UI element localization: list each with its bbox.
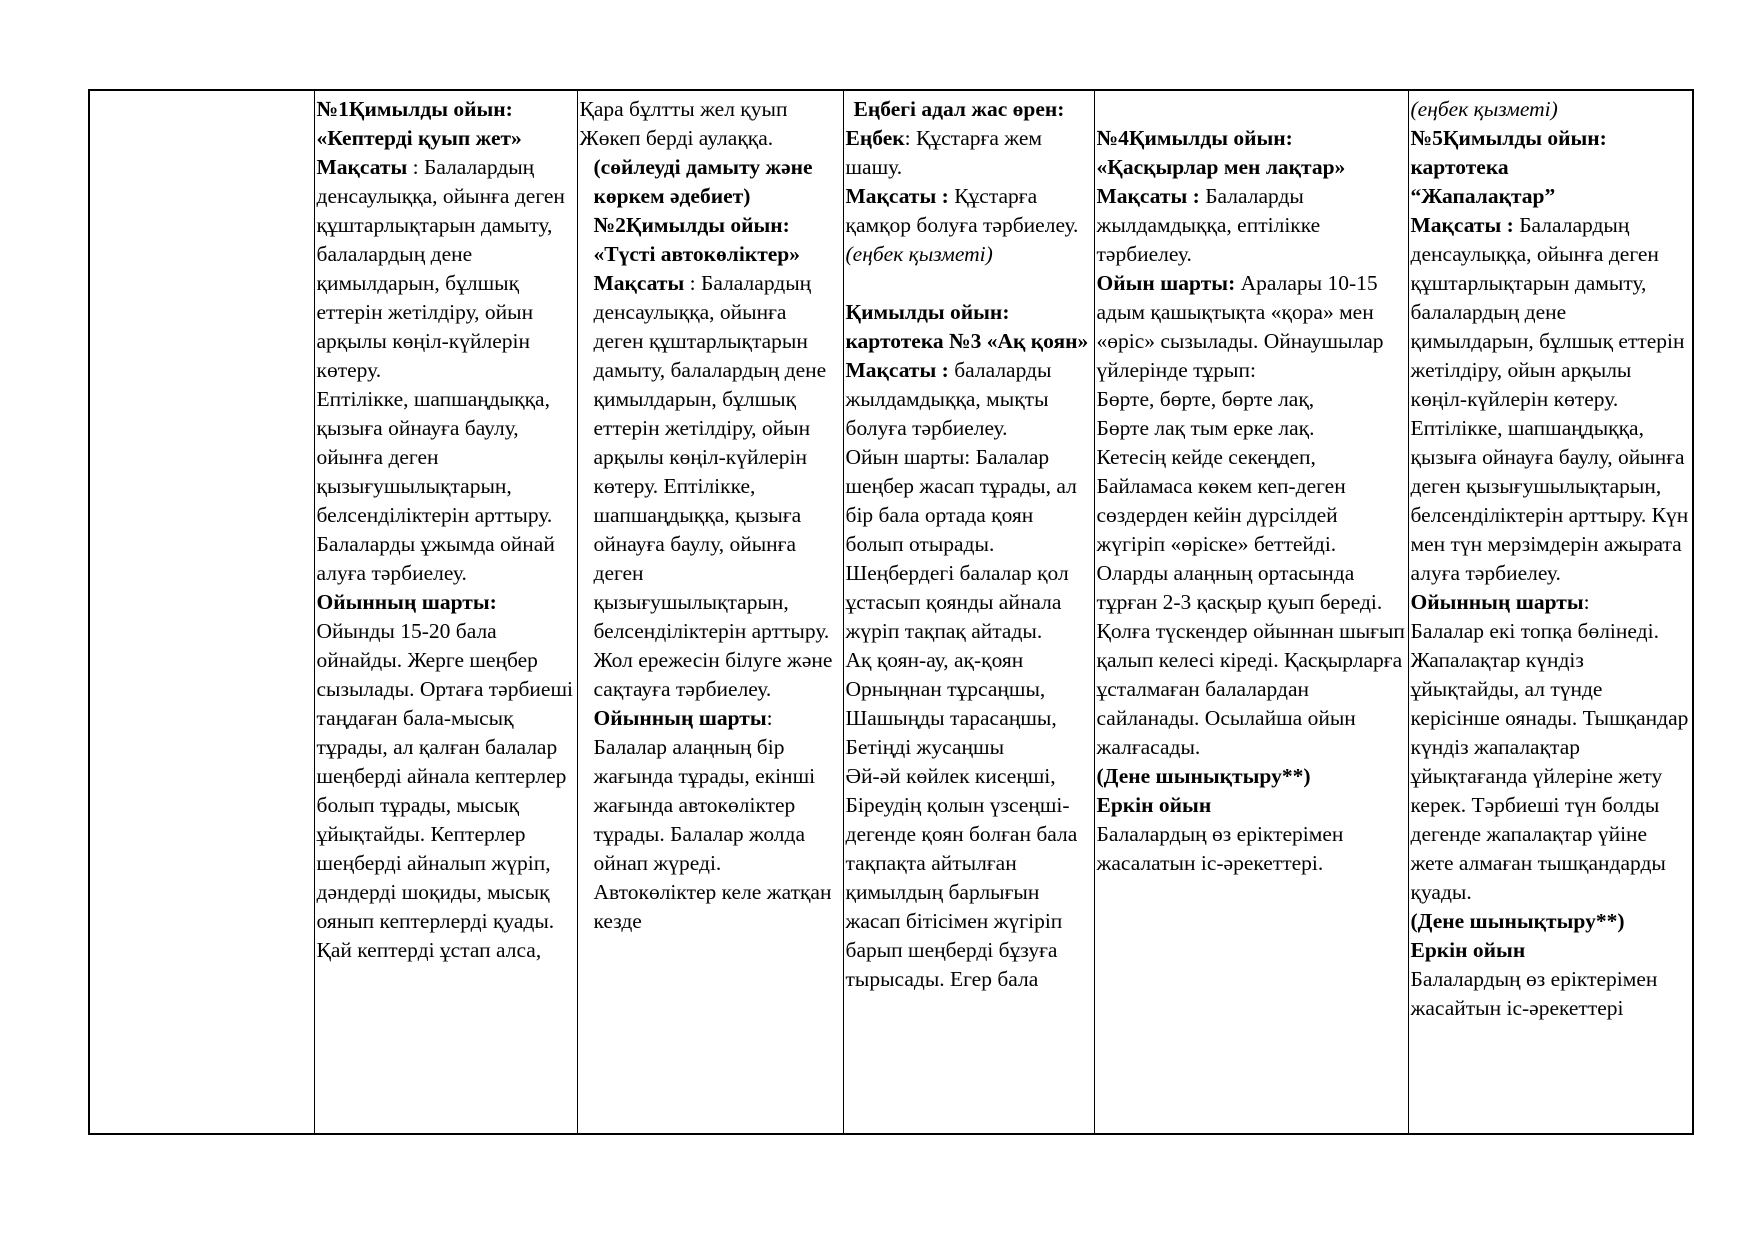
poem-line: Жөкеп берді аулаққа.: [579, 126, 774, 150]
label-cell: [89, 90, 314, 1134]
goal-label: Мақсаты: [593, 271, 685, 295]
rules-label: Ойынның шарты: [1410, 590, 1584, 614]
game-5-name: “Жапалақтар”: [1410, 184, 1556, 208]
work-label: Еңбек: [845, 126, 905, 150]
game-1-name: «Кептерді қуып жет»: [316, 126, 522, 150]
rules-text: Ойын шарты: Балалар шеңбер жасап тұрады, ал бір бала ортада қоян болып отырады. Шеңбердегі балалар қол ұстасып қоянды айнала жүріп тақпақ айтады.: [845, 445, 1077, 643]
rules-label: Ойынның шарты: [593, 706, 767, 730]
daily-plan-table: [88, 89, 1694, 1135]
goal-text: Балалардың денсаулыққа, ойынға деген құштарлықтарын дамыту, балалардың дене қимылдарын, бұлшық еттерін жетілдіру, ойын арқылы көңіл-күйлерін көтеру. Ептілікке, шапшаңдыққа, қызыға ойнауға баулу, ойынға деген қызығушылықтарын, белсенділіктерін арттыру. Күн мен түн мерзімдерін ажырата алуға тәрбиелеу.: [1410, 213, 1689, 585]
work-note: (еңбек қызметі): [1410, 97, 1558, 121]
game-3-title: Қимылды ойын: картотека №3 «Ақ қоян»: [845, 300, 1089, 353]
cell-game-2: [577, 90, 843, 1134]
goal-label: Мақсаты :: [845, 184, 949, 208]
poem-line: Қара бұлтты жел қуып: [579, 97, 788, 121]
goal-text: балаларды жылдамдыққа, мықты болуға тәрбиелеу.: [845, 358, 1052, 440]
subject-note: (Дене шынықтыру**): [1410, 909, 1625, 933]
rules-text: Балалар екі топқа бөлінеді. Жапалақтар күндіз ұйықтайды, ал түнде керісінше оянады. Тышқандар күндіз жапалақтар ұйықтағанда үйлеріне жету керек. Тәрбиеші түн болды дегенде жапалақтар үйіне жете алмаған тышқандарды қуады.: [1410, 619, 1689, 904]
cell-game-5: [1408, 90, 1693, 1134]
free-play-text: Балалардың өз еріктерімен жасалатын іс-әрекеттері.: [1096, 822, 1344, 875]
poem-line: Бетіңді жусаңшы: [845, 735, 1005, 759]
spacer: [1097, 95, 1406, 124]
poem-line: Кетесің кейде секеңдеп,: [1096, 445, 1316, 469]
poem-line: Бөрте лақ тым ерке лақ.: [1096, 416, 1315, 440]
poem-line: Орныңнан тұрсаңшы,: [845, 677, 1046, 701]
goal-label: Мақсаты :: [1410, 213, 1514, 237]
game-2-name: «Түсті автокөліктер»: [593, 242, 801, 266]
rules-label: Ойын шарты:: [1096, 271, 1236, 295]
rules-text: Ойынды 15-20 бала ойнайды. Жерге шеңбер сызылады. Ортаға тәрбиеші таңдаған бала-мысық тұрады, ал қалған балалар шеңберді айнала кептерлер болып тұрады, мысық ұйықтайды. Кептерлер шеңберді айналып жүріп, дәндерді шоқиды, мысық оянып кептерлерді қуады. Қай кептерді ұстап алса,: [316, 619, 573, 962]
goal-text: : Балалардың денсаулыққа, ойынға деген құштарлықтарын дамыту, балалардың дене қимылдарын, бұлшық еттерін жетілдіру, ойын арқылы көңіл-күйлерін көтеру.: [316, 155, 565, 382]
work-text: : Құстарға жем шашу.: [845, 126, 1043, 179]
goal-label: Мақсаты :: [1096, 184, 1200, 208]
rules-label: Ойынның шарты:: [316, 590, 497, 614]
work-note: (еңбек қызметі): [845, 242, 993, 266]
rules-colon: :: [766, 706, 773, 730]
work-title: Еңбегі адал жас өрен:: [853, 97, 1065, 121]
free-play-label: Еркін ойын: [1410, 938, 1526, 962]
poem-line: Әй-әй көйлек кисеңші,: [845, 764, 1056, 788]
poem-rest: Байламаса көкем кеп-деген сөздерден кейін дүрсілдей жүгіріп «өріске» беттейді. Оларды алаңның ортасында тұрған 2-3 қасқыр қуып береді. Қолға түскендер ойыннан шығып қалып келесі кіреді. Қасқырларға ұсталмаған балалардан сайланады. Осылайша ойын жалғасады.: [1096, 474, 1405, 759]
poem-line: Шашыңды тарасаңшы,: [845, 706, 1057, 730]
cell-game-1: [314, 90, 577, 1134]
poem-line: Ақ қоян-ау, ақ-қоян: [845, 648, 1024, 672]
rules-text: Балалар алаңның бір жағында тұрады, екінші жағында автокөліктер тұрады. Балалар жолда ойнап жүреді. Автокөліктер келе жатқан кезде: [593, 735, 832, 933]
rules-colon: :: [1583, 590, 1590, 614]
rules-text: Аралары 10-15 адым қашықтықта «қора» мен «өріс» сызылады. Ойнаушылар үйлерінде тұрып:: [1096, 271, 1384, 382]
spacer: [846, 269, 1092, 298]
subject-note: (Дене шынықтыру**): [1096, 764, 1311, 788]
goal-label: Мақсаты :: [845, 358, 949, 382]
rules-continued: Біреудің қолын үзсеңші-дегенде қоян болған бала тақпақта айтылған қимылдың барлығын жасап бітісімен жүгіріп барып шеңберді бұзуға тырысады. Егер бала: [845, 793, 1078, 991]
goal-text-2: Ептілікке, шапшаңдыққа, қызыға ойнауға баулу, ойынға деген қызығушылықтарын, белсенділіктерін арттыру. Балаларды ұжымда ойнай алуға тәрбиелеу.: [316, 387, 555, 585]
free-play-label: Еркін ойын: [1096, 793, 1212, 817]
goal-text: Құстарға қамқор болуға тәрбиелеу.: [845, 184, 1079, 237]
cell-game-3: [843, 90, 1094, 1134]
goal-label: Мақсаты: [316, 155, 408, 179]
cell-game-4: [1094, 90, 1408, 1134]
table-row: [89, 90, 1693, 1134]
game-5-title: №5Қимылды ойын: картотека: [1410, 126, 1607, 179]
game-4-title: №4Қимылды ойын:: [1096, 126, 1293, 150]
subject-note: (сөйлеуді дамыту және көркем әдебиет): [593, 155, 813, 208]
free-play-text: Балалардың өз еріктерімен жасайтын іс-әрекеттері: [1410, 967, 1658, 1020]
goal-text: Балаларды жылдамдыққа, ептілікке тәрбиелеу.: [1096, 184, 1321, 266]
game-2-title: №2Қимылды ойын:: [593, 213, 790, 237]
game-4-name: «Қасқырлар мен лақтар»: [1096, 155, 1346, 179]
poem-line: Бөрте, бөрте, бөрте лақ,: [1096, 387, 1315, 411]
game-1-title: №1Қимылды ойын:: [316, 97, 513, 121]
goal-text: : Балалардың денсаулыққа, ойынға деген құштарлықтарын дамыту, балалардың дене қимылдарын, бұлшық еттерін жетілдіру, ойын арқылы көңіл-күйлерін көтеру. Ептілікке, шапшаңдыққа, қызыға ойнауға баулу, ойынға деген қызығушылықтарын, белсенділіктерін арттыру. Жол ережесін білуге және сақтауға тәрбиелеу.: [593, 271, 833, 701]
